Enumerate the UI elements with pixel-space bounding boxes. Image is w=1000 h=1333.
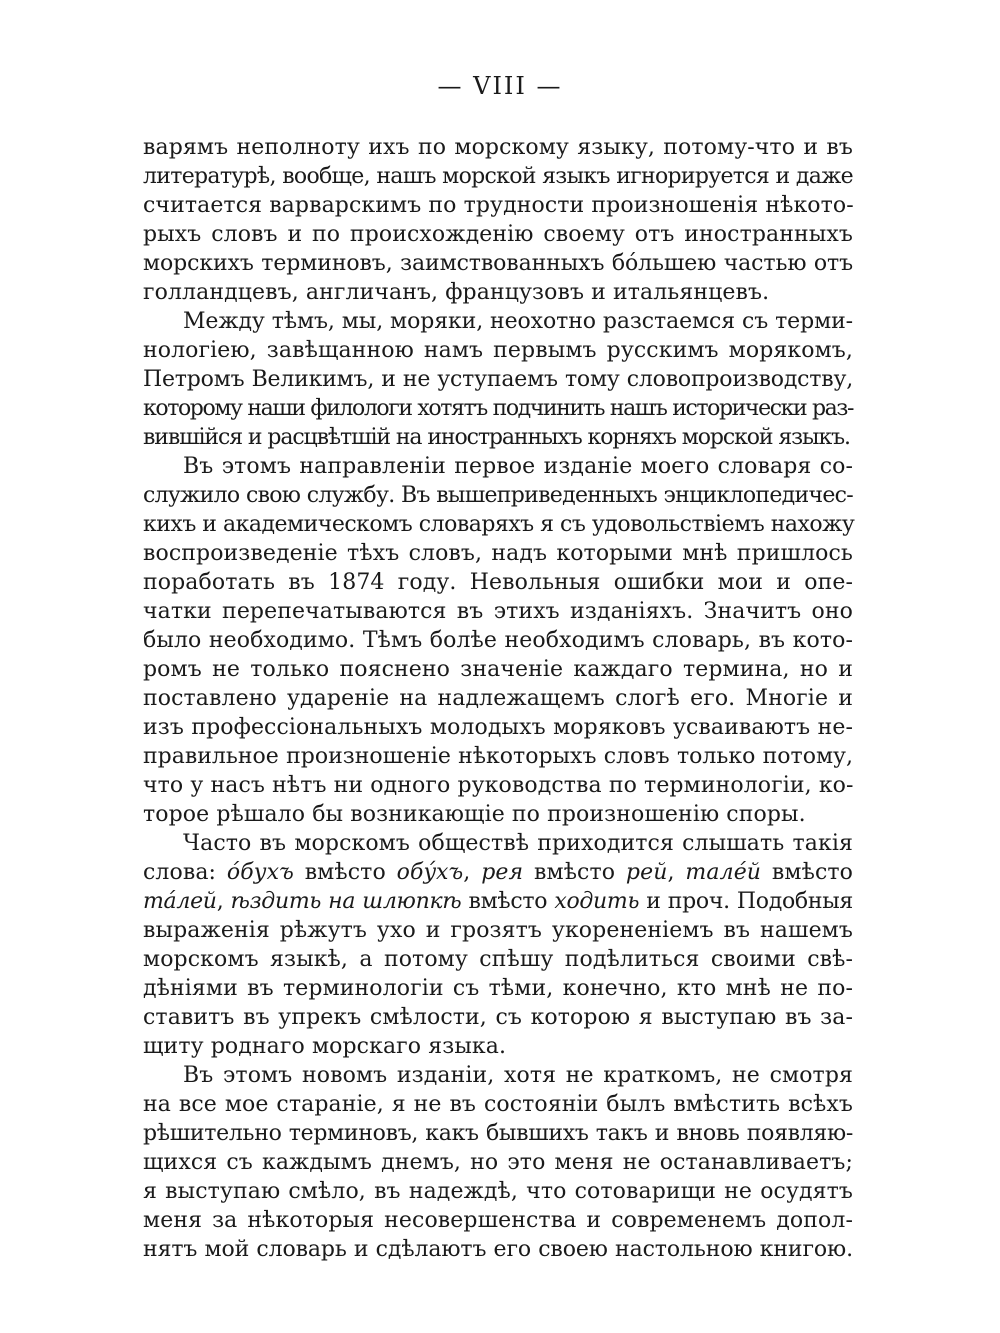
body-text <box>143 133 853 1264</box>
line-text: , <box>463 860 482 885</box>
italic-word: рея <box>481 860 524 885</box>
line-text: вмѣсто <box>293 860 397 885</box>
page-number: — VIII — <box>437 72 563 100</box>
text-line: морскихъ терминовъ, заимствованныхъ бóльшею частью отъ <box>143 251 853 276</box>
text-line: воспроизведеніе тѣхъ словъ, надъ которыми мнѣ пришлось <box>143 541 853 566</box>
italic-word: тáлей <box>143 889 217 914</box>
text-line-with-italics <box>143 887 853 916</box>
text-line: варямъ неполноту ихъ по морскому языку, потому-что и въ <box>143 135 853 160</box>
text-line: служило свою службу. Въ вышеприведенныхъ энциклопедичес- <box>143 483 853 508</box>
text-line: Между тѣмъ, мы, моряки, неохотно разстаемся съ терми- <box>183 309 853 334</box>
text-line: правильное произношеніе нѣкоторыхъ словъ только потому, <box>143 744 853 769</box>
italic-word: ходить <box>554 889 640 914</box>
text-line: ставитъ въ упрекъ смѣлости, съ которою я выступаю въ за- <box>143 1005 853 1030</box>
text-line: рѣшительно терминовъ, какъ бывшихъ такъ и вновь появляю- <box>143 1121 853 1146</box>
text-line: поставлено удареніе на надлежащемъ слогѣ его. Многіе и <box>143 686 853 711</box>
text-line: литературѣ, вообще, нашъ морской языкъ игнорируется и даже <box>143 164 853 189</box>
line-text: , <box>216 889 231 914</box>
text-line: вившійся и расцвѣтшій на иностранныхъ корняхъ морской языкъ. <box>143 425 850 450</box>
text-line: кихъ и академическомъ словаряхъ я съ удовольствіемъ нахожу <box>143 512 855 537</box>
italic-word: ѣздить на шлюпкѣ <box>230 889 462 914</box>
text-line: что у насъ нѣтъ ни одного руководства по терминологіи, ко- <box>143 773 854 798</box>
italic-word: талéй <box>685 860 762 885</box>
line-text: слова: <box>143 860 227 885</box>
italic-word: óбухъ <box>226 860 294 885</box>
text-line: нологіею, завѣщанною намъ первымъ русскимъ морякомъ, <box>143 338 853 363</box>
text-line: голландцевъ, англичанъ, французовъ и итальянцевъ. <box>143 280 770 305</box>
line-text: , <box>667 860 686 885</box>
text-line: выраженія рѣжутъ ухо и грозятъ укорененіемъ въ нашемъ <box>143 918 853 943</box>
text-line: ромъ не только пояснено значеніе каждаго термина, но и <box>143 657 853 682</box>
line-text: вмѣсто <box>761 860 854 885</box>
text-line: чатки перепечатываются въ этихъ изданіяхъ. Значитъ оно <box>143 599 853 624</box>
text-line: Въ этомъ новомъ изданіи, хотя не краткомъ, не смотря <box>183 1063 853 1088</box>
text-line: щиту роднаго морскаго языка. <box>143 1034 507 1059</box>
text-line: рыхъ словъ и по происхожденію своему отъ иностранныхъ <box>143 222 853 247</box>
text-line: поработать въ 1874 году. Невольныя ошибки мои и опе- <box>143 570 853 595</box>
text-line: Петромъ Великимъ, и не уступаемъ тому словопроизводству, <box>143 367 853 392</box>
italic-word: обýхъ <box>396 860 464 885</box>
text-line: Въ этомъ направленіи первое изданіе моего словаря со- <box>183 454 853 479</box>
line-text: вмѣсто <box>461 889 555 914</box>
text-line: торое рѣшало бы возникающіе по произношенію споры. <box>143 802 806 827</box>
text-line: меня за нѣкоторыя несовершенства и современемъ допол- <box>143 1208 853 1233</box>
italic-word: рей <box>625 860 668 885</box>
text-line: считается варварскимъ по трудности произношенія нѣкото- <box>143 193 854 218</box>
text-line: Часто въ морскомъ обществѣ приходится слышать такія <box>183 831 853 856</box>
text-line: дѣніями въ терминологіи съ тѣми, конечно, кто мнѣ не по- <box>143 976 853 1001</box>
text-line-with-italics <box>143 858 853 887</box>
text-line: морскомъ языкѣ, а потому спѣшу подѣлиться своими свѣ- <box>143 947 853 972</box>
text-line: изъ профессіональныхъ молодыхъ моряковъ усваиваютъ не- <box>143 715 853 740</box>
text-line: щихся съ каждымъ днемъ, но это меня не останавливаетъ; <box>143 1150 853 1175</box>
text-line: которому наши филологи хотятъ подчинить нашъ исторически раз- <box>143 396 853 421</box>
text-line: на все мое стараніе, я не въ состояніи былъ вмѣстить всѣхъ <box>143 1092 853 1117</box>
text-line: было необходимо. Тѣмъ болѣе необходимъ словарь, въ кото- <box>143 628 853 653</box>
text-line: нятъ мой словарь и сдѣлаютъ его своею настольною книгою. <box>143 1237 853 1262</box>
text-line: я выступаю смѣло, въ надеждѣ, что сотоварищи не осудятъ <box>143 1179 853 1204</box>
line-text: и проч. Подобныя <box>639 889 853 914</box>
line-text: вмѣсто <box>523 860 626 885</box>
